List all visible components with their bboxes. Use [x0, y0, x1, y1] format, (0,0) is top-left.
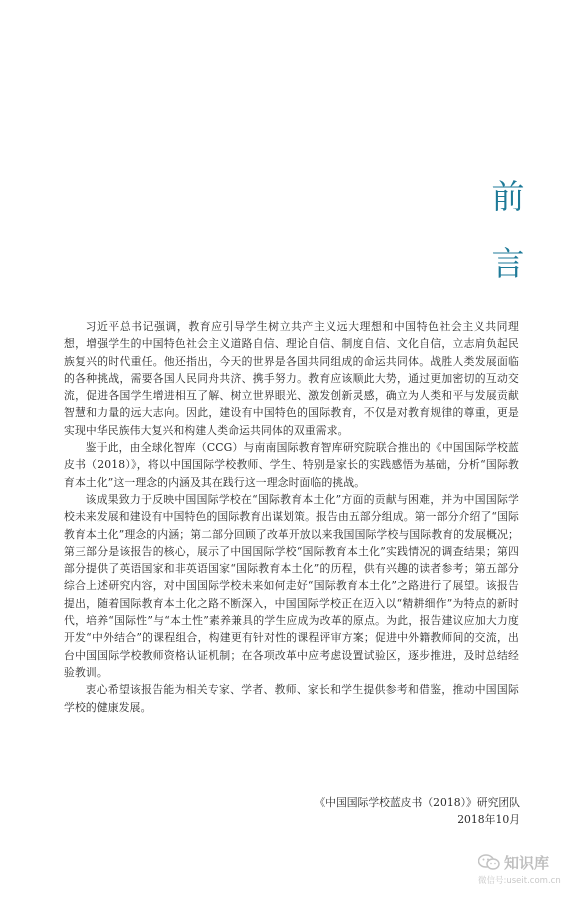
paragraph-3: 该成果致力于反映中国国际学校在“国际教育本土化”方面的贡献与困难，并为中国国际学校未来发展和建设有中国特色的国际教育出谋划策。报告由五部分组成。第一部分介绍了“国际教育本土化”理念的内涵；第二部分回顾了改革开放以来我国国际学校与国际教育的发展概况；第三部分是该报告的核心，展示了中国国际学校“国际教育本土化”实践情况的调查结果；第四部分提供了英语国家和非英语国家“国际教育本土化”的历程，供有兴趣的读者参考；第五部分综合上述研究内容，对中国国际学校未来如何走好“国际教育本土化”之路进行了展望。该报告提出，随着国际教育本土化之路不断深入，中国国际学校正在迈入以“精耕细作”为特点的新时代，培养“国际性”与“本土性”素养兼具的学生应成为改革的原点。为此，报告建议应加大力度开发“中外结合”的课程组合，构建更有针对性的课程评审方案；促进中外籍教师间的交流，出台中国国际学校教师资格认证机制；在各项改革中应考虑设置试验区，逐步推进，及时总结经验教训。: [64, 492, 519, 679]
wechat-icon: [478, 854, 500, 870]
watermark-name: 知识库: [504, 854, 550, 872]
paragraph-1: 习近平总书记强调，教育应引导学生树立共产主义远大理想和中国特色社会主义共同理想，增强学生的中国特色社会主义道路自信、理论自信、制度自信、文化自信，立志肩负起民族复兴的时代重任。他还指出，今天的世界是各国共同组成的命运共同体。战胜人类发展面临的各种挑战，需要各国人民同舟共济、携手努力。教育应该顺此大势，通过更加密切的互动交流，促进各国学生增进相互了解、树立世界眼光、激发创新灵感，确立为人类和平与发展贡献智慧和力量的远大志向。因此，建设有中国特色的国际教育，不仅是对教育规律的尊重，更是实现中华民族伟大复兴和构建人类命运共同体的双重需求。: [64, 320, 519, 437]
watermark-sub: 微信号:useit.com.cn: [478, 876, 561, 886]
signature-team: 《中国国际学校蓝皮书（2018）》研究团队: [314, 796, 520, 809]
paragraph-4: 衷心希望该报告能为相关专家、学者、教师、家长和学生提供参考和借鉴，推动中国国际学校的健康发展。: [64, 683, 519, 714]
signature-block: [314, 794, 520, 829]
preface-body: [64, 318, 519, 716]
title-char-2: 言: [491, 244, 525, 283]
signature-date: 2018年10月: [457, 813, 520, 827]
title-char-1: 前: [491, 177, 525, 216]
paragraph-2: 鉴于此，由全球化智库（CCG）与南南国际教育智库研究院联合推出的《中国国际学校蓝皮书（2018）》，将以中国国际学校教师、学生、特别是家长的实践感悟为基础，分析“国际教育本土化”这一理念的内涵及其在践行这一理念时面临的挑战。: [64, 441, 519, 489]
